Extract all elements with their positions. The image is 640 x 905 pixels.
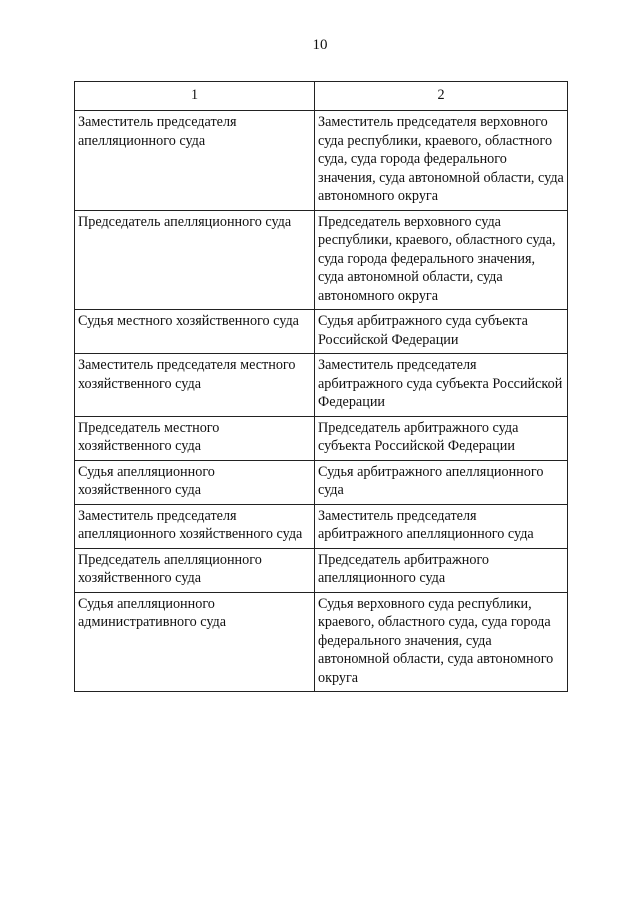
table-cell-right: Председатель верховного суда республики, краевого, областного суда, суда города федерального значения, суда автономной области, суда автономного округа xyxy=(315,210,568,310)
table-row xyxy=(75,111,568,211)
table-cell-left: Заместитель председателя апелляционного хозяйственного суда xyxy=(75,504,315,548)
table-cell-left: Заместитель председателя апелляционного суда xyxy=(75,111,315,211)
table-cell-left: Председатель апелляционного суда xyxy=(75,210,315,310)
table-row xyxy=(75,548,568,592)
table-row xyxy=(75,310,568,354)
table-cell-right: Заместитель председателя верховного суда республики, краевого, областного суда, суда города федерального значения, суда автономной области, суда автономного округа xyxy=(315,111,568,211)
page-number: 10 xyxy=(312,37,328,53)
table-row xyxy=(75,460,568,504)
table-row xyxy=(75,210,568,310)
table-row xyxy=(75,416,568,460)
table-cell-right: Судья арбитражного суда субъекта Российской Федерации xyxy=(315,310,568,354)
table-cell-right: Председатель арбитражного апелляционного суда xyxy=(315,548,568,592)
table-cell-right: Заместитель председателя арбитражного суда субъекта Российской Федерации xyxy=(315,354,568,417)
table-cell-right: Председатель арбитражного суда субъекта Российской Федерации xyxy=(315,416,568,460)
table-cell-left: Судья апелляционного хозяйственного суда xyxy=(75,460,315,504)
table-row xyxy=(75,592,568,692)
table-cell-left: Председатель местного хозяйственного суда xyxy=(75,416,315,460)
table-row xyxy=(75,354,568,417)
correspondence-table xyxy=(74,81,568,692)
table-cell-left: Судья местного хозяйственного суда xyxy=(75,310,315,354)
table-cell-left: Судья апелляционного административного суда xyxy=(75,592,315,692)
table-cell-right: Заместитель председателя арбитражного апелляционного суда xyxy=(315,504,568,548)
table-cell-left: Председатель апелляционного хозяйственного суда xyxy=(75,548,315,592)
column-header-1: 1 xyxy=(75,82,315,111)
table-header-row xyxy=(75,82,568,111)
table-row xyxy=(75,504,568,548)
column-header-2: 2 xyxy=(315,82,568,111)
table-cell-right: Судья арбитражного апелляционного суда xyxy=(315,460,568,504)
table-cell-left: Заместитель председателя местного хозяйственного суда xyxy=(75,354,315,417)
table-cell-right: Судья верховного суда республики, краевого, областного суда, суда города федерального значения, суда автономной области, суда автономного округа xyxy=(315,592,568,692)
